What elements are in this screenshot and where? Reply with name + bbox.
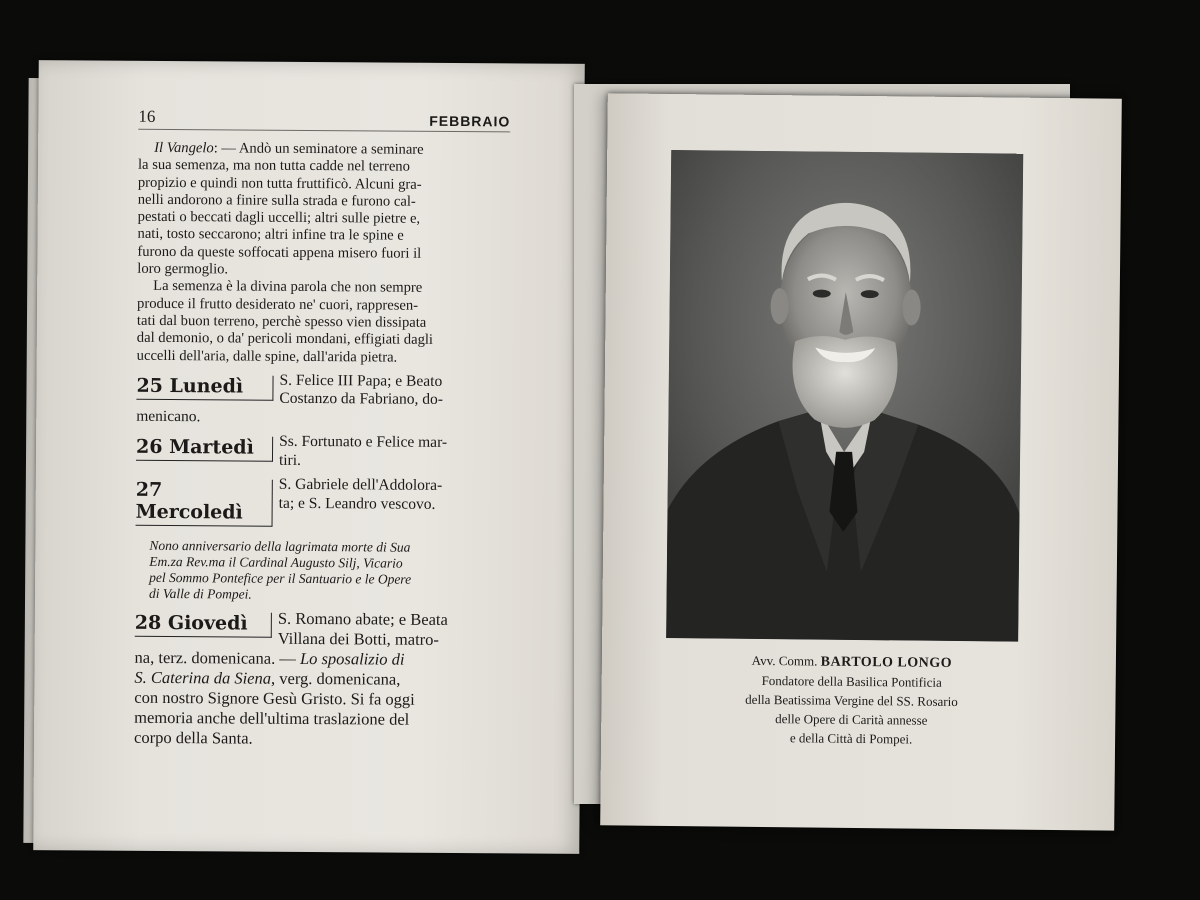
caption-name: BARTOLO LONGO: [820, 654, 953, 671]
entry-line: S. Felice III Papa; e Beato: [279, 371, 443, 390]
day-entry-25: [136, 371, 508, 429]
left-page: [33, 60, 585, 854]
day-label: 27 Mercoledì: [136, 479, 273, 527]
entry-line: S. Romano abate; e Beata: [277, 609, 448, 630]
entry-line: Ss. Fortunato e Felice mar-: [279, 433, 448, 452]
entry-line: con nostro Signore Gesù Gristo. Si fa oggi: [134, 688, 415, 710]
vangelo-line-1: Il Vangelo: — Andò un seminatore a seminare: [154, 139, 424, 158]
caption-line: delle Opere di Carità annesse: [775, 711, 928, 728]
entry-line: na, terz. domenicana. — Lo sposalizio di: [134, 648, 405, 670]
page-header: [138, 105, 510, 133]
entry-line: Costanzo da Fabriano, do-: [279, 390, 444, 409]
entry-line: memoria anche dell'ultima traslazione del: [134, 708, 410, 730]
vangelo-line-6: nati, tosto seccarono; altri infine tra le spine e: [137, 226, 404, 245]
caption-line: Fondatore della Basilica Pontificia: [761, 672, 942, 690]
note-line: Nono anniversario della lagrimata morte di Sua: [149, 538, 411, 556]
entry-line: S. Gabriele dell'Addolora-: [278, 476, 443, 495]
entry-line: tiri.: [278, 451, 302, 469]
paragraph2-line-5: uccelli dell'aria, dalle spine, dall'arida pietra.: [136, 347, 398, 366]
day-label: 25 Lunedì: [136, 375, 273, 401]
vangelo-line-8: loro germoglio.: [137, 260, 229, 278]
day-entry-28: [134, 608, 507, 751]
caption-title: Avv. Comm. BARTOLO LONGO: [751, 652, 953, 671]
anniversary-note: [135, 538, 507, 605]
day-entry-27: [136, 475, 508, 529]
vangelo-line-4: nelli andorono a finire sulla strada e furono cal-: [137, 191, 416, 210]
portrait-illustration: [666, 150, 1023, 642]
note-line: Em.za Rev.ma il Cardinal Augusto Silj, Vicario: [149, 554, 403, 572]
page-number: 16: [138, 106, 156, 126]
caption-line: della Beatissima Vergine del SS. Rosario: [745, 691, 958, 710]
entry-line: corpo della Santa.: [133, 728, 253, 748]
vangelo-line-5: pestati o beccati dagli uccelli; altri sulle pietre e,: [137, 208, 421, 227]
paragraph2-line-2: produce il frutto desiderato ne' cuori, rappresen-: [137, 295, 419, 314]
left-page-content: [134, 61, 511, 751]
entry-line: ta; e S. Leandro vescovo.: [278, 494, 436, 513]
caption-line: e della Città di Pompei.: [789, 730, 913, 747]
vangelo-text: [137, 140, 511, 367]
entry-line: S. Caterina da Siena, verg. domenicana,: [134, 668, 401, 690]
vangelo-line-2: la sua semenza, ma non tutta cadde nel terreno: [137, 157, 410, 175]
right-page: [600, 93, 1122, 830]
paragraph2-line-4: dal demonio, o da' pericoli mondani, effigiati dagli: [136, 330, 434, 349]
vangelo-line-7: furono da queste soffocati appena misero fuori il: [137, 243, 422, 262]
portrait-caption: [641, 650, 1062, 750]
entry-line: menicano.: [136, 407, 201, 426]
portrait-photo: [666, 150, 1023, 642]
vangelo-line-3: propizio e quindi non tutta fruttificò. Alcuni gra-: [137, 174, 422, 193]
page-month: FEBBRAIO: [429, 112, 511, 130]
vangelo-label: Il Vangelo: [154, 139, 214, 157]
paragraph2-line-3: tati dal buon terreno, perchè spesso vien dissipata: [136, 312, 427, 331]
paragraph2-line-1: La semenza è la divina parola che non sempre: [153, 278, 423, 297]
day-entry-26: [136, 432, 508, 472]
note-line: di Valle di Pompei.: [148, 586, 252, 602]
day-label: 28 Giovedì: [135, 612, 272, 638]
note-line: pel Sommo Pontefice per il Santuario e le Opere: [149, 570, 412, 588]
entry-line: Villana dei Botti, matro-: [277, 629, 440, 650]
day-label: 26 Martedì: [136, 436, 273, 462]
